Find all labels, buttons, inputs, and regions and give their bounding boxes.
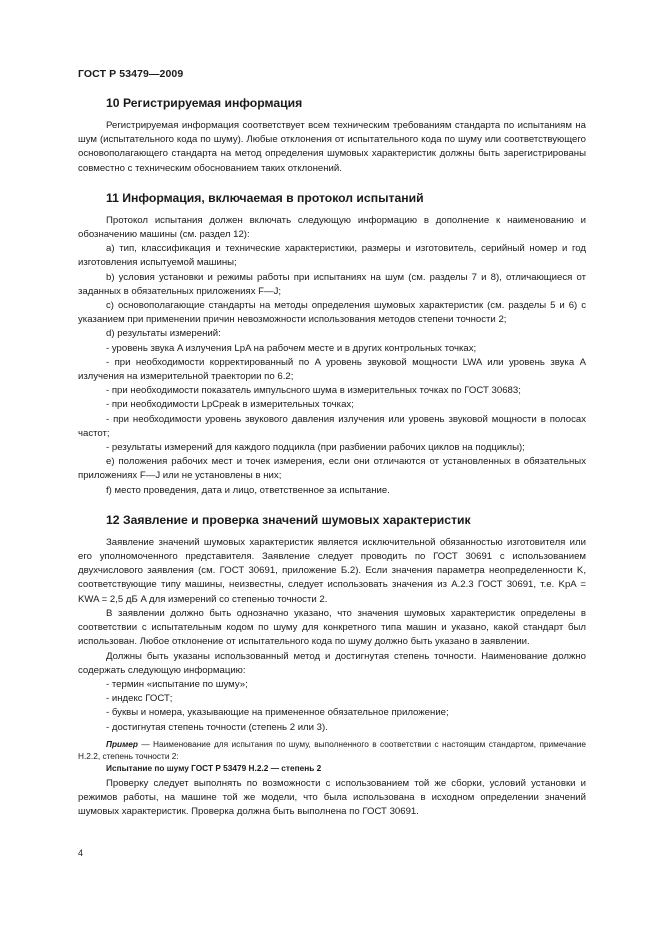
section-title: 12 Заявление и проверка значений шумовых характеристик xyxy=(106,512,471,527)
list-item: - уровень звука A излучения LpA на рабочем месте и в других контрольных точках; xyxy=(106,342,477,354)
example-designation: Испытание по шуму ГОСТ Р 53479 Н.2.2 — степень 2 xyxy=(106,762,322,773)
section-10 xyxy=(78,95,586,176)
paragraph: Проверку следует выполнять по возможности с использованием той же сборки, условий установки и режимов работы, на машине той же модели, что была использована в исходном определении значений шумовых характеристик. Проверка должна быть выполнена по ГОСТ 30691. xyxy=(78,777,586,818)
example-label: Пример xyxy=(106,738,138,749)
section-title: 10 Регистрируемая информация xyxy=(106,96,303,110)
list-item: b) условия установки и режимы работы при испытаниях на шум (см. разделы 7 и 8), отличающиеся от заданных в обязательных приложениях F—J; xyxy=(78,271,586,297)
list-item: - индекс ГОСТ; xyxy=(106,693,173,705)
list-item: d) результаты измерений: xyxy=(106,328,221,340)
list-item: e) положения рабочих мест и точек измерения, если они отличаются от установленных в обязательных приложениях F—J или не установлены в них; xyxy=(78,456,586,482)
section-title: 11 Информация, включаемая в протокол испытаний xyxy=(106,190,424,205)
section-11 xyxy=(78,190,586,498)
list-item: - при необходимости показатель импульсного шума в измерительных точках по ГОСТ 30683; xyxy=(106,385,521,397)
list-item: - результаты измерений для каждого подцикла (при разбиении рабочих циклов на подциклы); xyxy=(106,442,525,454)
list-item: - при необходимости LpCpeak в измерительных точках; xyxy=(106,399,354,411)
example-text: — Наименование для испытания по шуму, выполненного в соответствии с настоящим стандартом, примечание Н.2.2, степень точности 2: xyxy=(78,738,586,761)
paragraph: Регистрируемая информация соответствует всем техническим требованиям стандарта по испытаниям на шум (испытательного кода по шуму). Любые отклонения от испытательного кода по шуму или соответствующего основополагающего стандарта на метод определения шумовых характеристик должны быть зарегистрированы совместно с техническим обоснованием таких отклонений. xyxy=(78,120,586,174)
list-item: a) тип, классификация и технические характеристики, размеры и изготовитель, серийный номер и год изготовления испытуемой машины; xyxy=(78,243,586,269)
paragraph: Протокол испытания должен включать следующую информацию в дополнение к наименованию и обозначению машины (см. раздел 12): xyxy=(78,214,586,241)
paragraph: В заявлении должно быть однозначно указано, что значения шумовых характеристик определены в соответствии с испытательным кодом по шуму для конкретного типа машин и указано, какой стандарт был использован. Любое отклонение от испытательного кода по шуму должно быть указано в заявлении. xyxy=(78,607,586,648)
example-note xyxy=(78,738,586,762)
list-item: - при необходимости уровень звукового давления излучения или уровень звуковой мощности в полосах частот; xyxy=(78,413,586,439)
paragraph: Должны быть указаны использованный метод и достигнутая степень точности. Наименование должно содержать следующую информацию: xyxy=(78,650,586,676)
list-item: - достигнутая степень точности (степень 2 или 3). xyxy=(106,721,328,733)
list-item: f) место проведения, дата и лицо, ответственное за испытание. xyxy=(106,484,390,496)
list-item: - при необходимости корректированный по A уровень звуковой мощности LWA или уровень звука A излучения на измерительной траектории по 6.2; xyxy=(78,356,586,383)
list-item: c) основополагающие стандарты на методы определения шумовых характеристик (см. разделы 5 и 6) с указанием при применении причин невозможности использования методов степени точности 2; xyxy=(78,300,586,326)
list-item: - буквы и номера, указывающие на примененное обязательное приложение; xyxy=(106,707,449,719)
page-number: 4 xyxy=(78,848,84,858)
paragraph: Заявление значений шумовых характеристик является исключительной обязанностью изготовителя или его уполномоченного представителя. Заявление следует проводить по ГОСТ 30691 с использованием двухчислового заявления (см. ГОСТ 30691, приложение Б.2). Если значения параметра неопределенности K, соответствующие типу машины, неизвестны, следует использовать значения из А.2.3 ГОСТ 30691, т.е. KpA = KWA = 2,5 дБ A для измерений со степенью точности 2. xyxy=(78,536,586,605)
section-12 xyxy=(78,512,586,819)
list-item: - термин «испытание по шуму»; xyxy=(106,678,248,690)
running-header: ГОСТ Р 53479—2009 xyxy=(78,68,184,80)
page-content xyxy=(78,95,586,833)
